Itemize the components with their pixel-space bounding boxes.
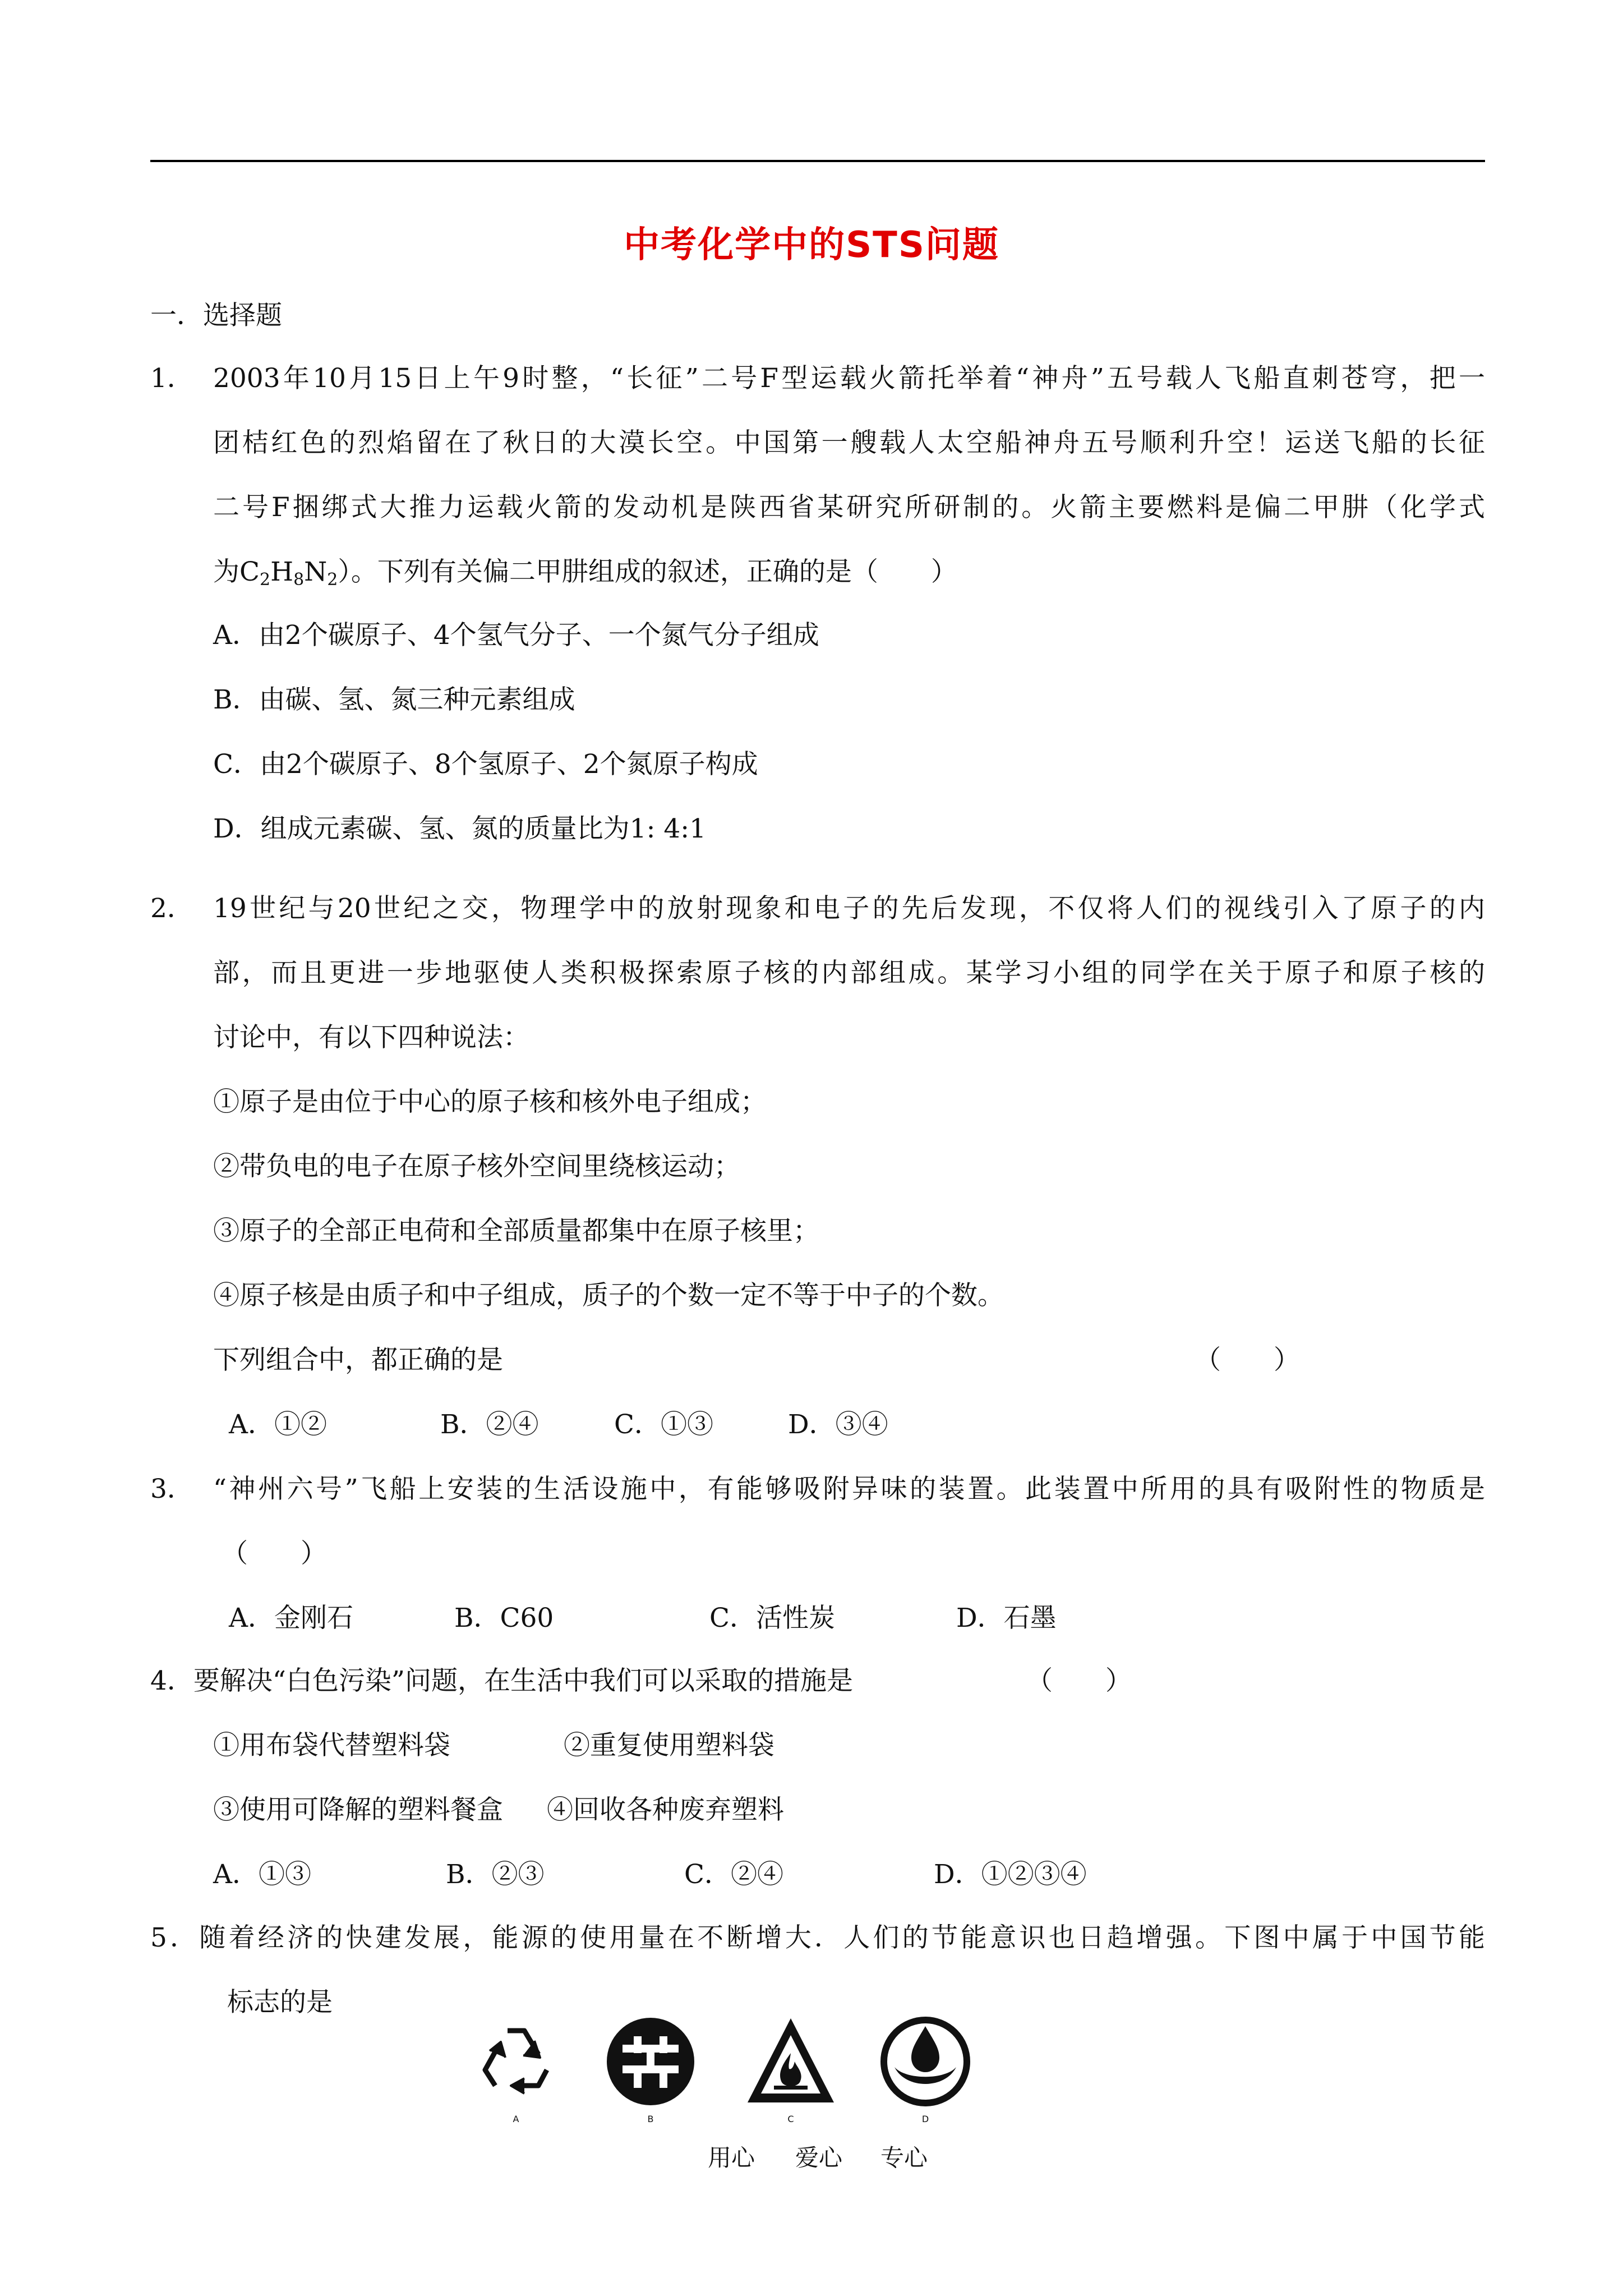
footer-word: 专心: [880, 2144, 928, 2171]
answer-parentheses: （ ）: [222, 1538, 327, 1569]
question-number: 1．: [150, 363, 193, 394]
option-a: A．由2个碳原子、4个氢气分子、一个氮气分子组成: [213, 620, 819, 651]
option-a: A．①③: [213, 1859, 311, 1890]
question-text: 5．随着经济的快建发展，能源的使用量在不断增大．人们的节能意识也日趋增强。下图中属于中国节能: [150, 1922, 1485, 1953]
statement: ①用布袋代替塑料袋: [213, 1730, 450, 1761]
option-b: B．②④: [440, 1409, 539, 1440]
question-text: 标志的是: [227, 1987, 333, 2018]
option-b: B．C60: [454, 1603, 554, 1634]
water-saving-icon: [878, 2014, 973, 2109]
logo-options: A B C D: [468, 2014, 973, 2126]
option-d: D．①②③④: [934, 1859, 1087, 1890]
statement: ②带负电的电子在原子核外空间里绕核运动；: [213, 1151, 740, 1182]
section-heading: 一．选择题: [150, 300, 282, 331]
question-text: 下列组合中，都正确的是: [213, 1345, 503, 1375]
option-a: A．①②: [229, 1409, 327, 1440]
question-text: 讨论中，有以下四种说法：: [213, 1022, 529, 1053]
flammable-warning-icon: [743, 2014, 838, 2109]
footer-word: 用心: [708, 2144, 755, 2171]
question-text: 部，而且更进一步地驱使人类积极探索原子核的内部组成。某学习小组的同学在关于原子和原子核的: [213, 958, 1485, 988]
header-rule: [150, 160, 1485, 162]
chemical-formula: $C_2H_8N_2$: [239, 556, 338, 590]
question-text: 4．要解决“白色污染”问题，在生活中我们可以采取的措施是: [150, 1665, 853, 1696]
question-text: 二号F捆绑式大推力运载火箭的发动机是陕西省某研究所研制的。火箭主要燃料是偏二甲肼（化学式: [213, 492, 1485, 523]
question-text: 19世纪与20世纪之交，物理学中的放射现象和电子的先后发现，不仅将人们的视线引入了原子的内: [213, 893, 1485, 924]
footer-word: 爱心: [795, 2144, 843, 2171]
option-c: C．①③: [614, 1409, 713, 1440]
statement: ④回收各种废弃塑料: [547, 1795, 784, 1825]
statement: ③使用可降解的塑料餐盒: [213, 1795, 503, 1825]
option-d: D．组成元素碳、氢、氮的质量比为1: 4:1: [213, 813, 707, 844]
energy-saving-icon: [603, 2014, 698, 2109]
question-text: 为$C_2H_8N_2$）。下列有关偏二甲肼组成的叙述，正确的是（ ）: [213, 556, 957, 590]
option-c: C．活性炭: [709, 1603, 835, 1634]
statement: ①原子是由位于中心的原子核和核外电子组成；: [213, 1087, 767, 1117]
option-b: B．由碳、氢、氮三种元素组成: [213, 684, 575, 715]
question-text: 团桔红色的烈焰留在了秋日的大漠长空。中国第一艘载人太空船神舟五号顺利升空！运送飞船的长征: [213, 427, 1485, 458]
question-text: “神州六号”飞船上安装的生活设施中，有能够吸附异味的装置。此装置中所用的具有吸附性的物质是: [213, 1474, 1485, 1504]
option-c: C．②④: [684, 1859, 783, 1890]
question-text: 2003年10月15日上午9时整，“长征”二号F型运载火箭托举着“神舟”五号载人飞船直刺苍穹，把一: [213, 363, 1485, 394]
statement: ③原子的全部正电荷和全部质量都集中在原子核里；: [213, 1216, 819, 1246]
option-d: D．石墨: [956, 1603, 1057, 1634]
page-title: 中考化学中的STS问题: [624, 224, 999, 266]
option-a: A．金刚石: [229, 1603, 353, 1634]
statement: ②重复使用塑料袋: [564, 1730, 774, 1761]
statement: ④原子核是由质子和中子组成，质子的个数一定不等于中子的个数。: [213, 1280, 1004, 1311]
option-d: D．③④: [788, 1409, 888, 1440]
answer-parentheses: （ ）: [1195, 1345, 1300, 1375]
question-number: 2．: [150, 893, 193, 924]
option-b: B．②③: [446, 1859, 545, 1890]
recycle-icon: [468, 2014, 564, 2109]
question-number: 3．: [150, 1474, 193, 1504]
answer-parentheses: （ ）: [1026, 1665, 1132, 1696]
option-c: C．由2个碳原子、8个氢原子、2个氮原子构成: [213, 749, 758, 780]
